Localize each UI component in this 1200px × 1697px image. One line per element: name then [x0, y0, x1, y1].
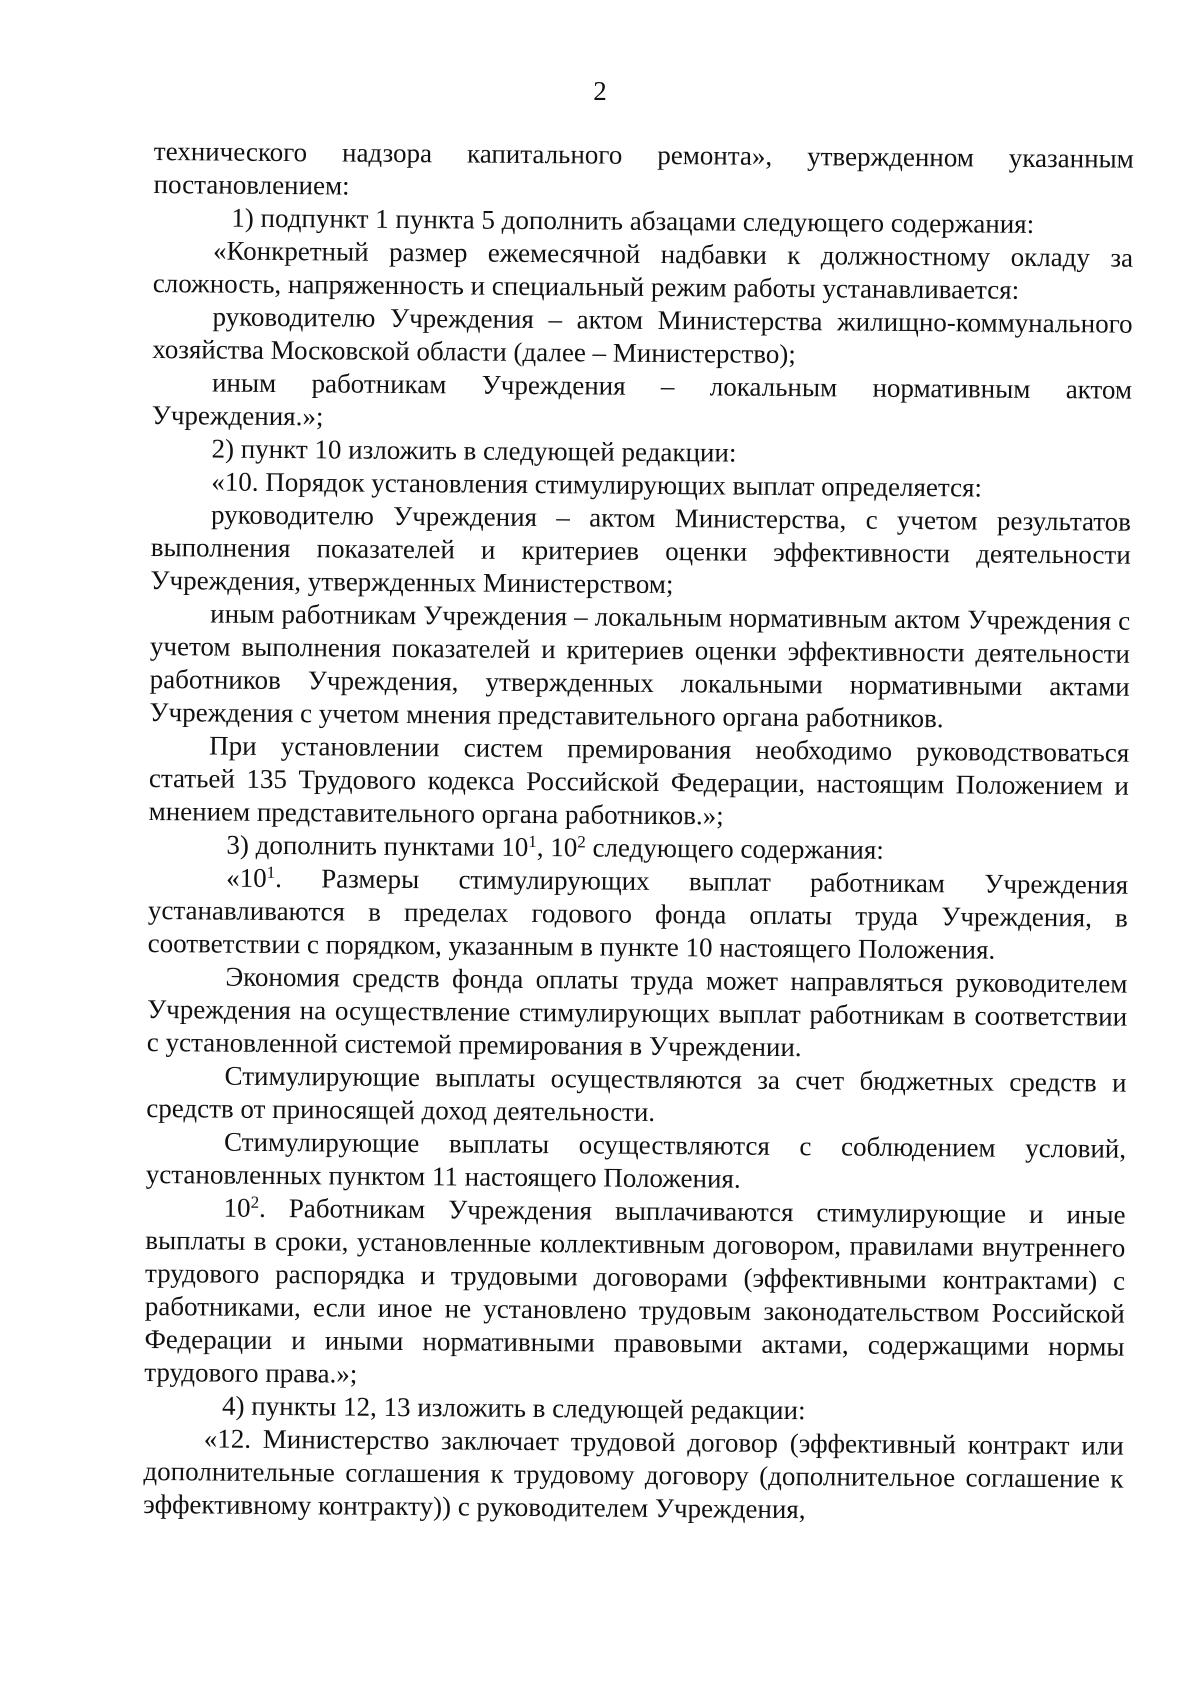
list-item-1: 1) подпункт 1 пункта 5 дополнить абзацами следующего содержания: — [231, 202, 1035, 239]
superscript: 1 — [528, 831, 537, 852]
text-run: 3) дополнить пунктами 10 — [226, 829, 529, 862]
paragraph: «Конкретный размер ежемесячной надбавки к должностному окладу за сложность, напряженность и специальный режим работы устанавливается: — [152, 235, 1134, 305]
paragraph: руководителю Учреждения – актом Министерства, с учетом результатов выполнения показателей и критериев оценки эффективности деятельности Учреждения, утвержденных Министерством; — [150, 499, 1132, 600]
text-run: «10 — [226, 862, 267, 893]
list-item-4: 4) пункты 12, 13 изложить в следующей редакции: — [221, 1390, 806, 1426]
superscript: 2 — [250, 1192, 260, 1212]
paragraph: «10. Порядок установления стимулирующих выплат определяется: — [211, 466, 983, 503]
paragraph: При установлении систем премирования необходимо руководствоваться статьей 135 Трудового кодекса Российской Федерации, настоящим Положением и мнением представительного органа работников.»; — [148, 730, 1130, 831]
text-run: , 10 — [536, 832, 578, 863]
page-number: 2 — [593, 76, 607, 106]
text-run: . Работникам Учреждения выплачиваются стимулирующие и иные выплаты в сроки, установленные коллективным договором, правилами внутреннего трудового распорядка и трудовыми договорами (эффективными контрактами) с работниками, если иное не установлено трудовым законодательством Российской Федерации и иными нормативными правовыми актами, содержащими нормы трудового права.»; — [144, 1192, 1126, 1389]
superscript: 1 — [266, 862, 276, 882]
paragraph: руководителю Учреждения – актом Министерства жилищно-коммунального хозяйства Московской области (далее – Министерство); — [152, 301, 1133, 370]
paragraph: Стимулирующие выплаты осуществляются за счет бюджетных средств и средств от приносящей доход деятельности. — [146, 1060, 1127, 1127]
text-run: . Размеры стимулирующих выплат работникам Учреждения устанавливаются в пределах годового фонда оплаты труда Учреждения, в соответствии с порядком, указанным в пункте 10 настоящего Положения. — [147, 862, 1129, 965]
paragraph: иным работникам Учреждения – локальным нормативным актом Учреждения.»; — [151, 367, 1133, 432]
text-run: 10 — [223, 1192, 251, 1223]
paragraph — [144, 1191, 1126, 1397]
list-item-2: 2) пункт 10 изложить в следующей редакции: — [211, 433, 737, 468]
paragraph: Экономия средств фонда оплаты труда может направляться руководителем Учреждения на осуществление стимулирующих выплат работникам в соответствии с установленной системой премирования в Учреждении. — [146, 961, 1128, 1063]
superscript: 2 — [577, 832, 586, 852]
paragraph — [148, 861, 1129, 968]
paragraph: Стимулирующие выплаты осуществляются с соблюдением условий, установленных пунктом 11 настоящего Положения. — [145, 1126, 1127, 1194]
paragraph: «12. Министерство заключает трудовой договор (эффективный контракт или дополнительные соглашения к трудовому договору (дополнительное соглашение к эффективному контракту)) с руководителем Учреждения, — [143, 1423, 1124, 1525]
text-run: следующего содержания: — [585, 832, 884, 865]
paragraph: технического надзора капитального ремонта», утвержденном указанным постановлением: — [153, 135, 1134, 201]
paragraph: иным работникам Учреждения – локальным нормативным актом Учреждения с учетом выполнения показателей и критериев оценки эффективности деятельности работников Учреждения, утвержденных локальными нормативными актами Учреждения с учетом мнения представительного органа работников. — [149, 598, 1131, 734]
document-body — [143, 135, 1134, 1529]
